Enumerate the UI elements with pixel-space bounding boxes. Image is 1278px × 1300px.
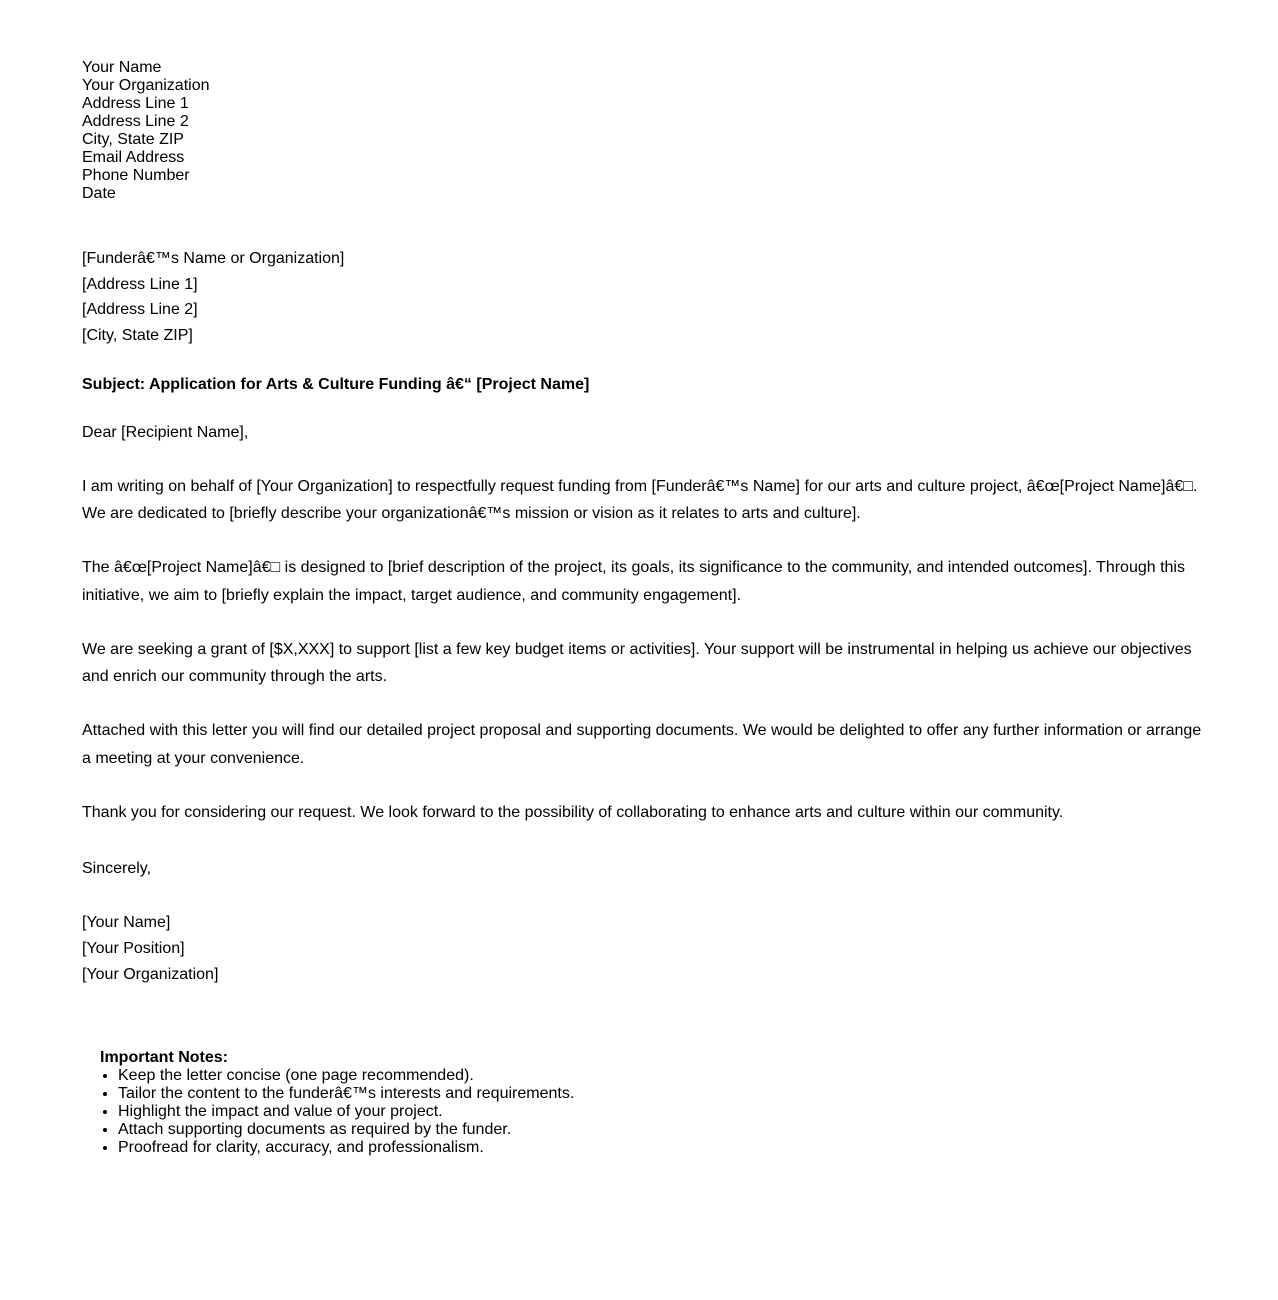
list-item: • Proofread for clarity, accuracy, and professionalism. [118,1139,1000,1157]
list-item: • Keep the letter concise (one page recommended). [118,1067,1000,1085]
recipient-block [82,246,1202,349]
sender-phone: Phone Number [82,167,190,184]
body-paragraph-1: I am writing on behalf of [Your Organization] to respectfully request funding from [Funderâ€™s Name] for our arts and culture project, â€œ[Project Name]â€□. We are dedicated to [briefly describe your organizationâ€™s mission or vision as it relates to arts and culture]. [82,477,1198,523]
sender-address-line-1: Address Line 1 [82,95,189,112]
list-item: • Tailor the content to the funderâ€™s interests and requirements. [118,1085,1000,1103]
signature-organization: [Your Organization] [82,966,219,984]
body-paragraph-2: The â€œ[Project Name]â€□ is designed to [brief description of the project, its goals, its significance to the community, and intended outcomes]. Through this initiative, we aim to [briefly explain the impact, target audience, and community engagement]. [82,559,1185,604]
sender-email: Email Address [82,149,185,166]
signature-name: [Your Name] [82,914,171,932]
body-paragraph-5: Thank you for considering our request. We look forward to the possibility of collaborating to enhance arts and culture within our community. [82,803,1064,821]
list-item: • Highlight the impact and value of your project. [118,1103,1000,1121]
salutation: Dear [Recipient Name], [82,423,249,441]
signature-block [82,910,1202,988]
recipient-address-line-2: [Address Line 2] [82,301,198,319]
recipient-name: [Funderâ€™s Name or Organization] [82,250,345,267]
sender-name: Your Name [82,59,162,76]
sender-date: Date [82,185,116,202]
sender-city-state-zip: City, State ZIP [82,131,184,148]
sender-block [82,59,1202,203]
body-paragraph-3: We are seeking a grant of [$X,XXX] to support [list a few key budget items or activities]. Your support will be instrumental in helping us achieve our objectives and enrich our community through the arts. [82,640,1192,686]
recipient-address-line-1: [Address Line 1] [82,275,198,293]
signature-position: [Your Position] [82,940,185,958]
important-notes [100,1049,1000,1157]
closing: Sincerely, [82,860,152,878]
notes-list [100,1067,1000,1157]
notes-heading: Important Notes: [100,1049,228,1066]
sender-organization: Your Organization [82,77,210,94]
letter-page [82,59,1202,988]
sender-address-line-2: Address Line 2 [82,113,189,130]
list-item: • Attach supporting documents as required by the funder. [118,1121,1000,1139]
subject-line: Subject: Application for Arts & Culture Funding â€“ [Project Name] [82,375,590,393]
recipient-city-state-zip: [City, State ZIP] [82,327,193,345]
body-paragraph-4: Attached with this letter you will find our detailed project proposal and supporting documents. We would be delighted to offer any further information or arrange a meeting at your convenience. [82,722,1202,767]
